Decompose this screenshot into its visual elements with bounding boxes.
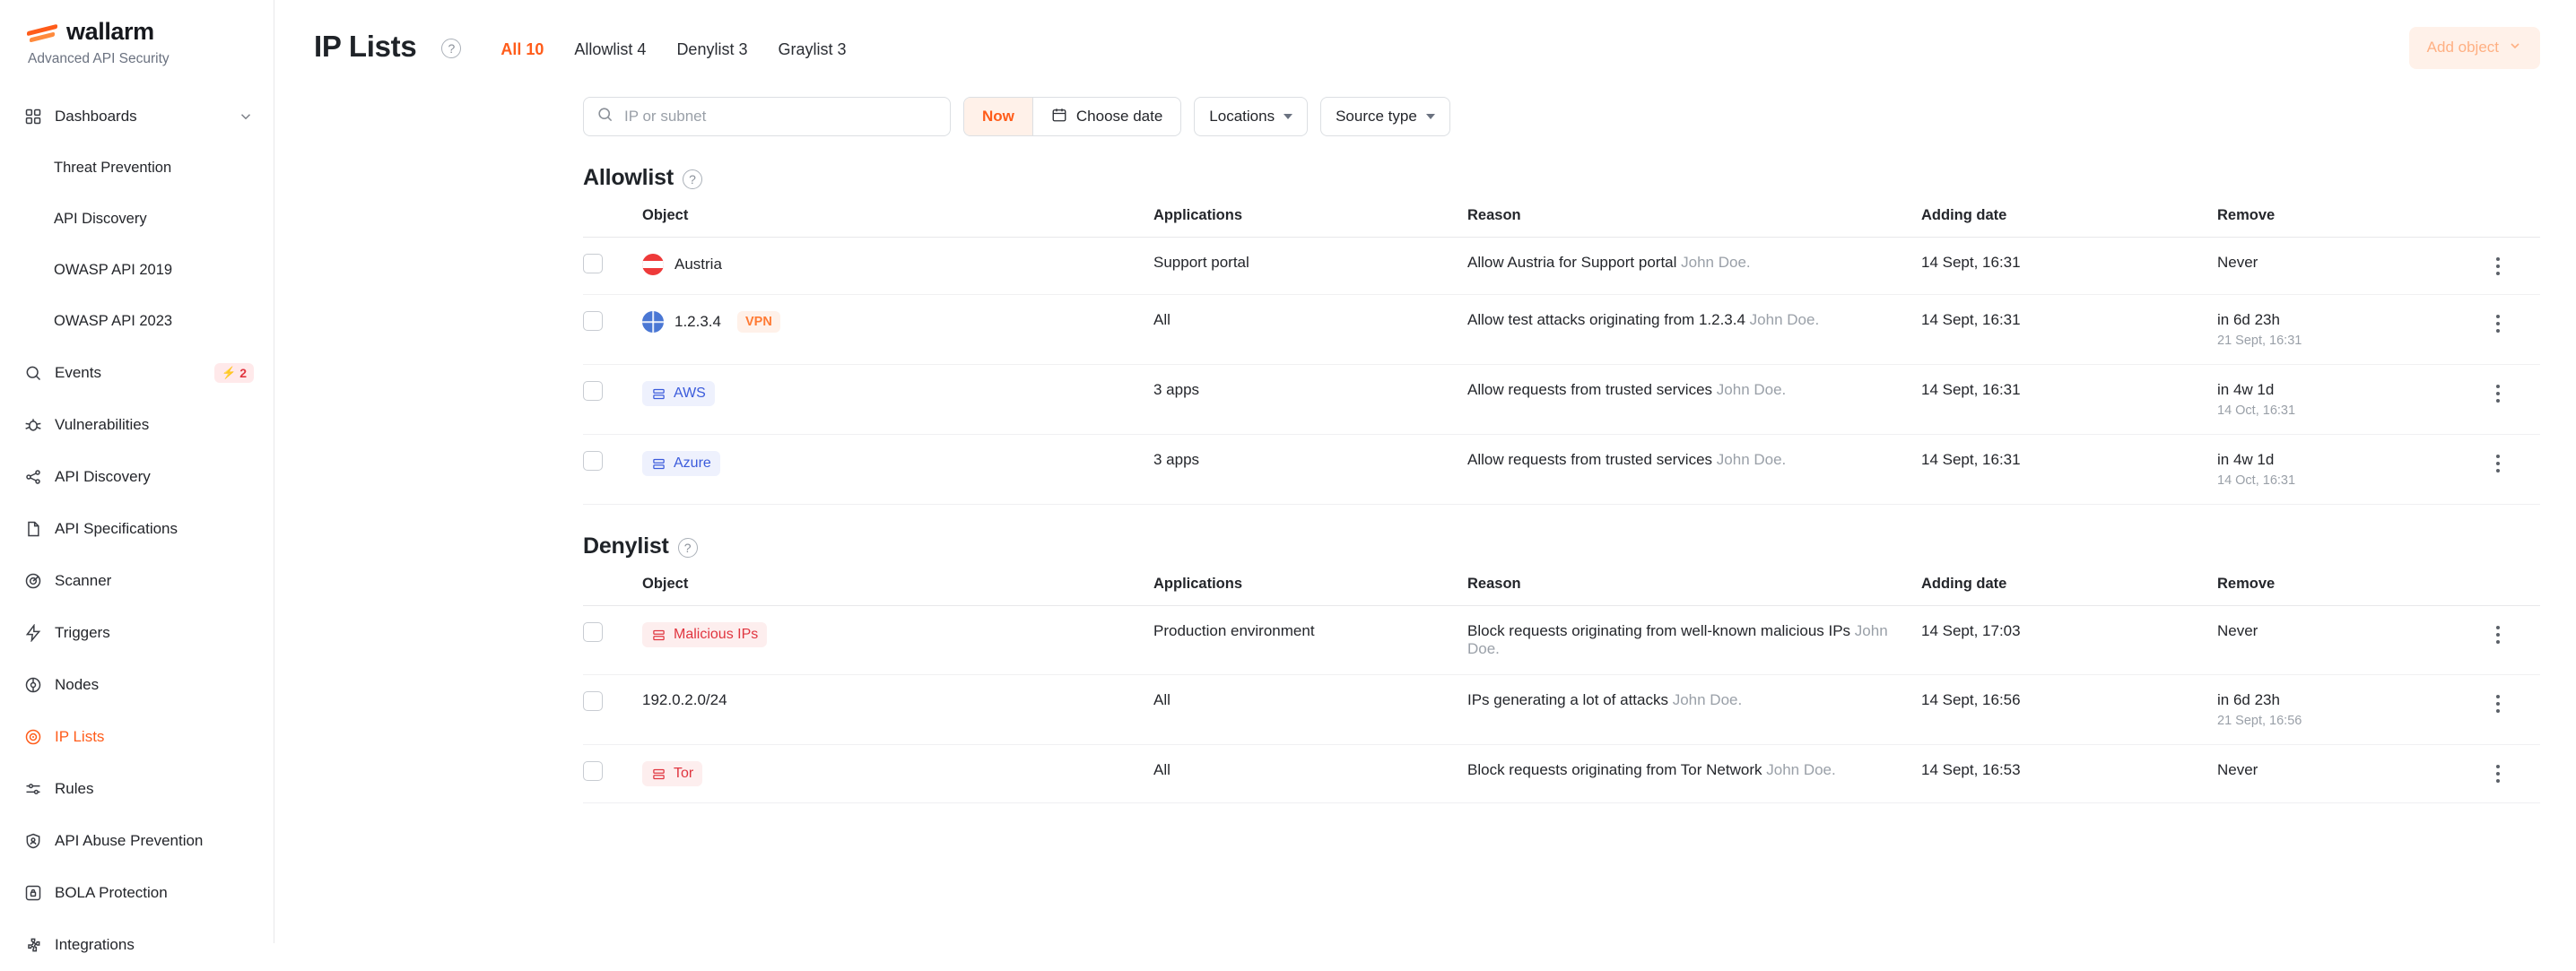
object-label: 1.2.3.4: [674, 313, 721, 330]
column-actions: [2486, 576, 2540, 606]
reason-text: Allow requests from trusted services: [1467, 451, 1713, 468]
row-checkbox[interactable]: [583, 691, 603, 711]
row-menu-icon[interactable]: [2486, 311, 2510, 333]
row-actions: [2486, 295, 2540, 365]
object-label: 192.0.2.0/24: [642, 691, 727, 708]
node-icon: [23, 675, 43, 695]
chevron-down-icon: [2508, 39, 2522, 57]
search-input[interactable]: [622, 107, 937, 126]
table-header-row: [583, 576, 2540, 606]
source-type-label: Source type: [1336, 108, 1417, 125]
help-icon[interactable]: ?: [683, 169, 702, 189]
row-applications: 3 apps: [1153, 365, 1467, 435]
row-checkbox-cell: [583, 606, 642, 675]
sidebar-item-rules[interactable]: [0, 763, 274, 815]
sidebar-item-ip-lists[interactable]: [0, 711, 274, 763]
section-title: Allowlist: [583, 165, 674, 190]
row-checkbox-cell: [583, 745, 642, 803]
now-button[interactable]: Now: [964, 98, 1032, 135]
reason-text: Allow test attacks originating from 1.2.3.4: [1467, 311, 1745, 328]
server-icon: [651, 456, 666, 472]
search-icon: [23, 363, 43, 383]
object-label: Austria: [674, 256, 722, 273]
sidebar-item-label: API Abuse Prevention: [55, 832, 204, 849]
sidebar-item-triggers[interactable]: [0, 607, 274, 659]
column-remove: Remove: [2217, 576, 2486, 606]
column-applications: Applications: [1153, 576, 1467, 606]
bug-icon: [23, 415, 43, 435]
sidebar-item-label: API Discovery: [55, 468, 151, 485]
brand[interactable]: [0, 13, 274, 67]
brand-name: wallarm: [66, 18, 154, 45]
row-adding-date: 14 Sept, 16:31: [1921, 435, 2217, 505]
reason-text: Allow Austria for Support portal: [1467, 254, 1677, 271]
target-icon: [23, 727, 43, 747]
sidebar-nav: [0, 91, 274, 971]
sidebar-item-bola-protection[interactable]: [0, 867, 274, 919]
chevron-down-icon: [1284, 114, 1292, 119]
lists-container: [274, 136, 2576, 943]
sidebar: [0, 0, 274, 953]
row-applications: 3 apps: [1153, 435, 1467, 505]
row-applications: All: [1153, 675, 1467, 745]
row-object-cell: [642, 435, 1153, 505]
object-label: Tor: [674, 766, 694, 781]
object-label: AWS: [674, 386, 706, 401]
sidebar-item-label: Nodes: [55, 676, 100, 693]
object-tag[interactable]: [642, 381, 715, 406]
tab-all[interactable]: All 10: [500, 39, 544, 58]
object-tag[interactable]: [642, 761, 702, 786]
reason-text: Block requests originating from Tor Network: [1467, 761, 1762, 778]
vpn-chip: VPN: [737, 311, 780, 333]
column-object: Object: [642, 207, 1153, 238]
sidebar-item-label: OWASP API 2019: [54, 262, 173, 278]
bolt-icon: ⚡: [222, 366, 237, 379]
sidebar-item-label: Scanner: [55, 572, 112, 589]
row-applications: Production environment: [1153, 606, 1467, 675]
remove-subvalue: 14 Oct, 16:31: [2217, 473, 2296, 488]
row-remove: [2217, 606, 2486, 675]
help-icon[interactable]: ?: [678, 538, 698, 558]
object-tag[interactable]: [642, 622, 767, 647]
share-icon: [23, 467, 43, 487]
bolt-icon: [23, 623, 43, 643]
locations-label: Locations: [1209, 108, 1275, 125]
row-checkbox[interactable]: [583, 311, 603, 331]
puzzle-icon: [23, 935, 43, 955]
wallarm-logo-icon: [27, 22, 57, 42]
table-row[interactable]: [583, 675, 2540, 745]
remove-value: in 6d 23h: [2217, 691, 2280, 708]
table-header-row: [583, 207, 2540, 238]
locations-dropdown[interactable]: [1194, 97, 1308, 136]
row-actions: [2486, 675, 2540, 745]
tab-allowlist[interactable]: Allowlist 4: [574, 39, 647, 58]
row-reason: [1467, 435, 1921, 505]
date-range-group: [963, 97, 1181, 136]
row-actions: [2486, 606, 2540, 675]
row-checkbox-cell: [583, 675, 642, 745]
column-actions: [2486, 207, 2540, 238]
row-menu-icon[interactable]: [2486, 254, 2510, 275]
server-icon: [651, 628, 666, 643]
row-remove: [2217, 675, 2486, 745]
row-checkbox-cell: [583, 435, 642, 505]
table-row[interactable]: [583, 745, 2540, 803]
sidebar-item-integrations[interactable]: [0, 919, 274, 971]
row-remove: [2217, 238, 2486, 295]
shield-user-icon: [23, 831, 43, 851]
table-row[interactable]: [583, 365, 2540, 435]
sidebar-item-scanner[interactable]: [0, 555, 274, 607]
sidebar-item-label: Dashboards: [55, 108, 137, 125]
row-menu-icon[interactable]: [2486, 381, 2510, 403]
row-remove: [2217, 365, 2486, 435]
source-type-dropdown[interactable]: [1320, 97, 1450, 136]
row-checkbox-cell: [583, 365, 642, 435]
tabs: [500, 40, 846, 59]
search-box[interactable]: [583, 97, 951, 136]
table-row[interactable]: [583, 295, 2540, 365]
row-menu-icon[interactable]: [2486, 761, 2510, 783]
row-menu-icon[interactable]: [2486, 622, 2510, 644]
events-badge: [214, 363, 254, 383]
remove-subvalue: 14 Oct, 16:31: [2217, 403, 2296, 418]
select-all-header: [583, 576, 642, 606]
add-object-button[interactable]: [2409, 27, 2540, 69]
reason-author: John Doe.: [1681, 254, 1751, 271]
row-applications: All: [1153, 295, 1467, 365]
reason-author: John Doe.: [1672, 691, 1743, 708]
row-reason: [1467, 675, 1921, 745]
row-actions: [2486, 365, 2540, 435]
row-reason: [1467, 745, 1921, 803]
sidebar-item-dashboards[interactable]: [0, 91, 274, 143]
reason-author: John Doe.: [1766, 761, 1836, 778]
denylist-table: [583, 576, 2540, 803]
main-content: [274, 0, 2576, 943]
row-adding-date: 14 Sept, 16:31: [1921, 365, 2217, 435]
row-remove: [2217, 295, 2486, 365]
row-checkbox[interactable]: [583, 254, 603, 273]
row-object-cell: [642, 295, 1153, 365]
object-label: Azure: [674, 455, 711, 471]
search-icon: [596, 106, 614, 127]
object-tag[interactable]: [642, 451, 720, 476]
row-actions: [2486, 238, 2540, 295]
sidebar-item-label: OWASP API 2023: [54, 313, 173, 329]
row-adding-date: 14 Sept, 16:31: [1921, 295, 2217, 365]
reason-author: John Doe.: [1716, 381, 1787, 398]
server-icon: [651, 386, 666, 402]
rules-icon: [23, 779, 43, 799]
row-reason: [1467, 295, 1921, 365]
filters-bar: [274, 75, 2576, 136]
remove-value: Never: [2217, 254, 2258, 271]
radar-icon: [23, 571, 43, 591]
section-header-denylist: [583, 533, 2540, 559]
tab-graylist[interactable]: Graylist 3: [778, 39, 847, 58]
topbar: [274, 0, 2576, 74]
row-object-cell: [642, 238, 1153, 295]
remove-value: Never: [2217, 622, 2258, 639]
remove-value: in 6d 23h: [2217, 311, 2280, 328]
column-reason: Reason: [1467, 207, 1921, 238]
row-reason: [1467, 606, 1921, 675]
row-adding-date: 14 Sept, 16:56: [1921, 675, 2217, 745]
sidebar-item-nodes[interactable]: [0, 659, 274, 711]
sidebar-item-label: Threat Prevention: [54, 160, 172, 176]
allowlist-table: [583, 207, 2540, 505]
row-remove: [2217, 435, 2486, 505]
choose-date-label: Choose date: [1075, 108, 1163, 125]
column-object: Object: [642, 576, 1153, 606]
row-checkbox[interactable]: [583, 761, 603, 781]
sidebar-item-vulnerabilities[interactable]: [0, 399, 274, 451]
row-checkbox[interactable]: [583, 451, 603, 471]
sidebar-item-threat-prevention[interactable]: [0, 143, 274, 194]
sidebar-item-owasp-api-2023[interactable]: [0, 296, 274, 347]
column-applications: Applications: [1153, 207, 1467, 238]
remove-subvalue: 21 Sept, 16:56: [2217, 714, 2302, 728]
brand-logo: [27, 18, 274, 46]
remove-value: in 4w 1d: [2217, 451, 2275, 468]
flag-austria-icon: [642, 254, 664, 275]
sidebar-item-label: Integrations: [55, 936, 135, 953]
remove-subvalue: 21 Sept, 16:31: [2217, 334, 2302, 348]
sidebar-item-owasp-api-2019[interactable]: [0, 245, 274, 296]
section-header-allowlist: [583, 165, 2540, 191]
column-reason: Reason: [1467, 576, 1921, 606]
choose-date-button[interactable]: [1032, 98, 1180, 135]
chevron-down-icon[interactable]: [238, 108, 254, 125]
row-adding-date: 14 Sept, 16:31: [1921, 238, 2217, 295]
remove-value: Never: [2217, 761, 2258, 778]
column-remove: Remove: [2217, 207, 2486, 238]
row-object-cell: [642, 606, 1153, 675]
lock-grid-icon: [23, 883, 43, 903]
chevron-down-icon: [1426, 114, 1435, 119]
row-reason: [1467, 365, 1921, 435]
row-object-cell: [642, 675, 1153, 745]
row-checkbox-cell: [583, 295, 642, 365]
sidebar-item-api-abuse-prevention[interactable]: [0, 815, 274, 867]
table-row[interactable]: [583, 238, 2540, 295]
sidebar-item-api-specifications[interactable]: [0, 503, 274, 555]
sidebar-item-label: Triggers: [55, 624, 110, 641]
table-row[interactable]: [583, 435, 2540, 505]
row-adding-date: 14 Sept, 16:53: [1921, 745, 2217, 803]
sidebar-item-label: API Discovery: [54, 211, 147, 227]
calendar-icon: [1051, 107, 1067, 127]
sidebar-item-label: IP Lists: [55, 728, 105, 745]
sidebar-item-events[interactable]: [0, 347, 274, 399]
row-menu-icon[interactable]: [2486, 451, 2510, 472]
row-applications: Support portal: [1153, 238, 1467, 295]
grid-icon: [23, 107, 43, 126]
row-applications: All: [1153, 745, 1467, 803]
section-title: Denylist: [583, 533, 669, 559]
reason-author: John Doe.: [1716, 451, 1787, 468]
globe-icon: [642, 311, 664, 333]
page-title: IP Lists: [314, 30, 417, 63]
row-object-cell: [642, 745, 1153, 803]
row-object-cell: [642, 365, 1153, 435]
tab-denylist[interactable]: Denylist 3: [676, 39, 748, 58]
row-checkbox[interactable]: [583, 381, 603, 401]
sidebar-item-label: Vulnerabilities: [55, 416, 150, 433]
reason-text: IPs generating a lot of attacks: [1467, 691, 1668, 708]
remove-value: in 4w 1d: [2217, 381, 2275, 398]
server-icon: [651, 767, 666, 782]
sidebar-item-label: Rules: [55, 780, 94, 797]
sidebar-item-label: API Specifications: [55, 520, 178, 537]
row-reason: [1467, 238, 1921, 295]
sidebar-item-label: BOLA Protection: [55, 884, 168, 901]
row-adding-date: 14 Sept, 17:03: [1921, 606, 2217, 675]
reason-author: John Doe.: [1749, 311, 1820, 328]
row-actions: [2486, 745, 2540, 803]
row-menu-icon[interactable]: [2486, 691, 2510, 713]
add-object-label: Add object: [2426, 39, 2499, 56]
sidebar-item-api-discovery[interactable]: [0, 451, 274, 503]
reason-author: John Doe.: [1467, 622, 1888, 657]
column-adding-date: Adding date: [1921, 207, 2217, 238]
document-icon: [23, 519, 43, 539]
brand-tagline: Advanced API Security: [28, 51, 170, 66]
row-checkbox-cell: [583, 238, 642, 295]
table-row[interactable]: [583, 606, 2540, 675]
row-remove: [2217, 745, 2486, 803]
select-all-header: [583, 207, 642, 238]
row-actions: [2486, 435, 2540, 505]
row-checkbox[interactable]: [583, 622, 603, 642]
object-label: Malicious IPs: [674, 627, 759, 642]
events-badge-count: 2: [239, 366, 247, 380]
sidebar-item-label: Events: [55, 364, 101, 381]
column-adding-date: Adding date: [1921, 576, 2217, 606]
reason-text: Block requests originating from well-known malicious IPs: [1467, 622, 1851, 639]
sidebar-item-api-discovery-sub[interactable]: [0, 194, 274, 245]
help-icon[interactable]: ?: [441, 39, 461, 58]
reason-text: Allow requests from trusted services: [1467, 381, 1713, 398]
